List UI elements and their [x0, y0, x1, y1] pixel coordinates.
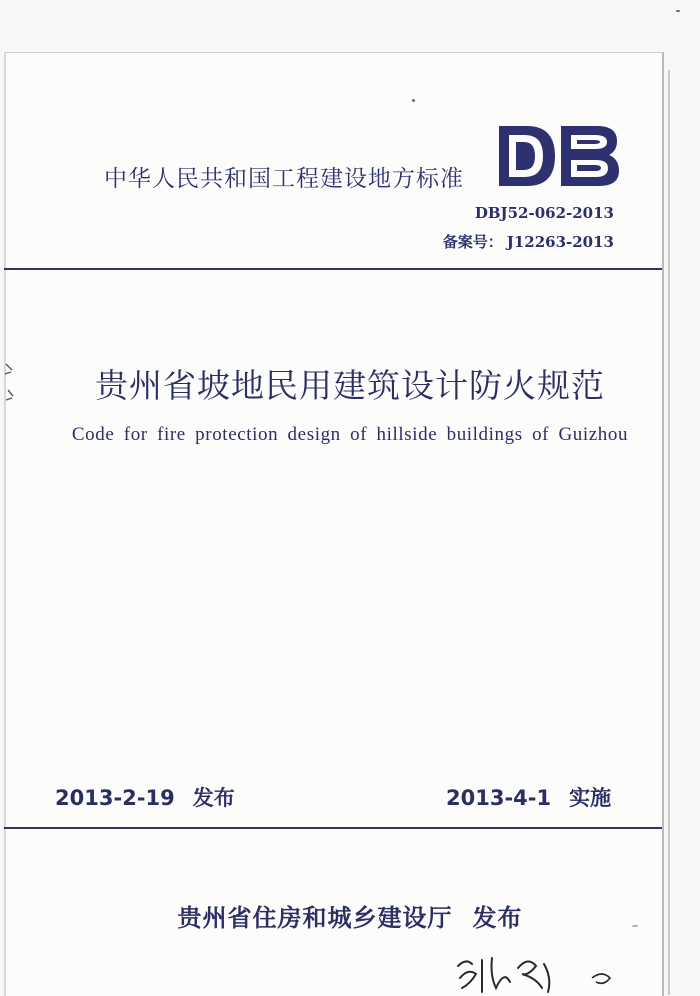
standard-type-heading: 中华人民共和国工程建设地方标准: [104, 166, 464, 192]
release-label: 发布: [192, 786, 235, 810]
issuer-label: 发布: [472, 904, 523, 932]
implementation-label: 实施: [569, 786, 612, 810]
handwritten-signature: [452, 948, 622, 995]
scan-speck: [676, 10, 680, 12]
filing-label: 备案号：: [442, 233, 503, 251]
document-title-chinese: 贵州省坡地民用建筑设计防火规范: [95, 366, 605, 405]
issuer-name: 贵州省住房和城乡建设厅: [177, 904, 453, 932]
implementation-date-line: [446, 782, 611, 812]
margin-mark: [2, 360, 18, 410]
page-edge-shadow: [668, 70, 670, 995]
release-date: 2013-2-19: [55, 786, 175, 810]
top-divider: [4, 268, 662, 270]
bottom-divider: [4, 827, 662, 829]
filing-number: J12263-2013: [506, 233, 614, 251]
issuing-authority: [0, 898, 700, 933]
filing-number-line: [443, 231, 614, 252]
db-logo: [497, 124, 621, 188]
document-title-english: Code for fire protection design of hillside buildings of Guizhou: [71, 424, 629, 445]
standard-code: DBJ52-062-2013: [474, 204, 614, 222]
implementation-date: 2013-4-1: [446, 786, 552, 810]
scan-speck: [632, 925, 638, 927]
scan-speck: [412, 99, 415, 102]
release-date-line: [55, 782, 235, 812]
document-page: [4, 52, 664, 996]
